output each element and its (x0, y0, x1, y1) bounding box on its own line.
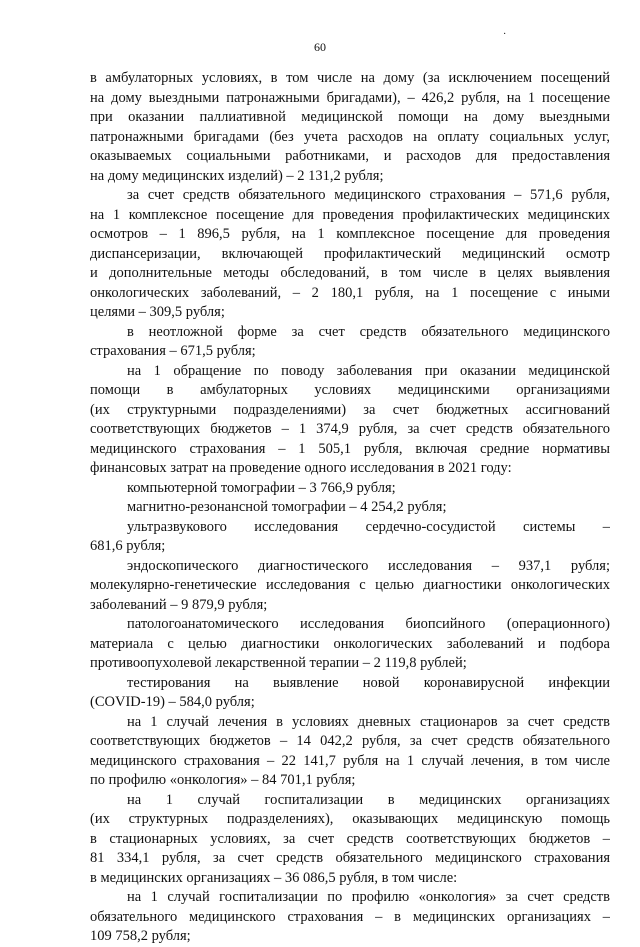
text-line: осмотров – 1 896,5 рубля, на 1 комплексное посещение для проведения (90, 226, 610, 242)
text-line: на дому выездными патронажными бригадами), – 426,2 рубля, на 1 посещение (90, 89, 610, 106)
text-line: на 1 случай госпитализации по профилю «онкология» за счет средств (127, 889, 610, 905)
text-line: заболеваний – 9 879,9 рубля; (90, 596, 268, 613)
text-line: в медицинских организациях – 36 086,5 рубля, в том числе: (90, 869, 458, 886)
scan-dot: · (503, 29, 507, 40)
text-line: (их структурных подразделениях), оказывающих медицинскую помощь (90, 811, 610, 827)
text-line: 681,6 рубля; (90, 538, 166, 554)
text-line: в неотложной форме за счет средств обязательного медицинского (127, 323, 610, 340)
text-line: за счет средств обязательного медицинского страхования – 571,6 рубля, (127, 187, 610, 203)
text-line: на 1 случай госпитализации в медицинских организациях (127, 791, 610, 808)
text-line: (COVID-19) – 584,0 рубля; (90, 694, 255, 710)
text-line: соответствующих бюджетов – 14 042,2 рубля, за счет средств обязательного (90, 733, 610, 749)
text-line: оказываемых социальными работниками, и расходов для предоставления (90, 148, 610, 164)
text-line: в стационарных условиях, за счет средств соответствующих бюджетов – (90, 830, 610, 847)
text-line: противоопухолевой лекарственной терапии – 2 119,8 рублей; (90, 655, 467, 671)
text-line: по профилю «онкология» – 84 701,1 рубля; (90, 772, 356, 788)
text-line: материала с целью диагностики онкологических заболеваний и подбора (90, 635, 610, 652)
text-line: страхования – 671,5 рубля; (90, 343, 256, 359)
text-line: на 1 обращение по поводу заболевания при оказании медицинской (127, 362, 610, 379)
text-line: в амбулаторных условиях, в том числе на дому (за исключением посещений (90, 70, 610, 86)
text-line: тестирования на выявление новой коронавирусной инфекции (127, 674, 610, 691)
text-line: и дополнительные методы обследований, в том числе в целях выявления (90, 265, 610, 281)
text-line: компьютерной томографии – 3 766,9 рубля; (127, 479, 396, 496)
text-line: медицинского страхования – 22 141,7 рубля на 1 случай лечения, в том числе (90, 752, 610, 769)
text-line: обязательного медицинского страхования – в медицинских организациях – (90, 908, 610, 925)
text-line: помощи в амбулаторных условиях медицинскими организациями (90, 382, 610, 398)
text-line: магнитно-резонансной томографии – 4 254,2 рубля; (127, 499, 447, 515)
text-line: патронажными бригадами (без учета расходов на оплату социальных услуг, (90, 128, 610, 145)
text-line: финансовых затрат на проведение одного исследования в 2021 году: (90, 460, 512, 476)
text-line: при оказании паллиативной медицинской помощи на дому выездными (90, 109, 610, 125)
text-line: на дому медицинских изделий) – 2 131,2 рубля; (90, 167, 384, 184)
text-line: диспансеризации, включающей профилактический медицинский осмотр (90, 245, 610, 262)
text-line: соответствующих бюджетов – 1 374,9 рубля, за счет средств обязательного (90, 421, 610, 437)
text-line: 81 334,1 рубля, за счет средств обязательного медицинского страхования (90, 850, 610, 866)
text-line: (их структурными подразделениями) за счет бюджетных ассигнований (90, 401, 610, 418)
text-line: целями – 309,5 рубля; (90, 304, 225, 320)
text-line: патологоанатомического исследования биопсийного (операционного) (127, 616, 610, 632)
text-line: на 1 комплексное посещение для проведения профилактических медицинских (90, 206, 610, 223)
document-body (90, 69, 610, 947)
text-line: на 1 случай лечения в условиях дневных стационаров за счет средств (127, 713, 610, 730)
page-number: 60 (314, 40, 326, 54)
text-line: 109 758,2 рубля; (90, 928, 191, 944)
text-line: молекулярно-генетические исследования с целью диагностики онкологических (90, 577, 610, 593)
text-line: медицинского страхования – 1 505,1 рубля, включая средние нормативы (90, 440, 610, 457)
text-line: ультразвукового исследования сердечно-сосудистой системы – (127, 518, 610, 535)
text-line: онкологических заболеваний, – 2 180,1 рубля, на 1 посещение с иными (90, 284, 610, 301)
text-line: эндоскопического диагностического исследования – 937,1 рубля; (127, 557, 610, 574)
